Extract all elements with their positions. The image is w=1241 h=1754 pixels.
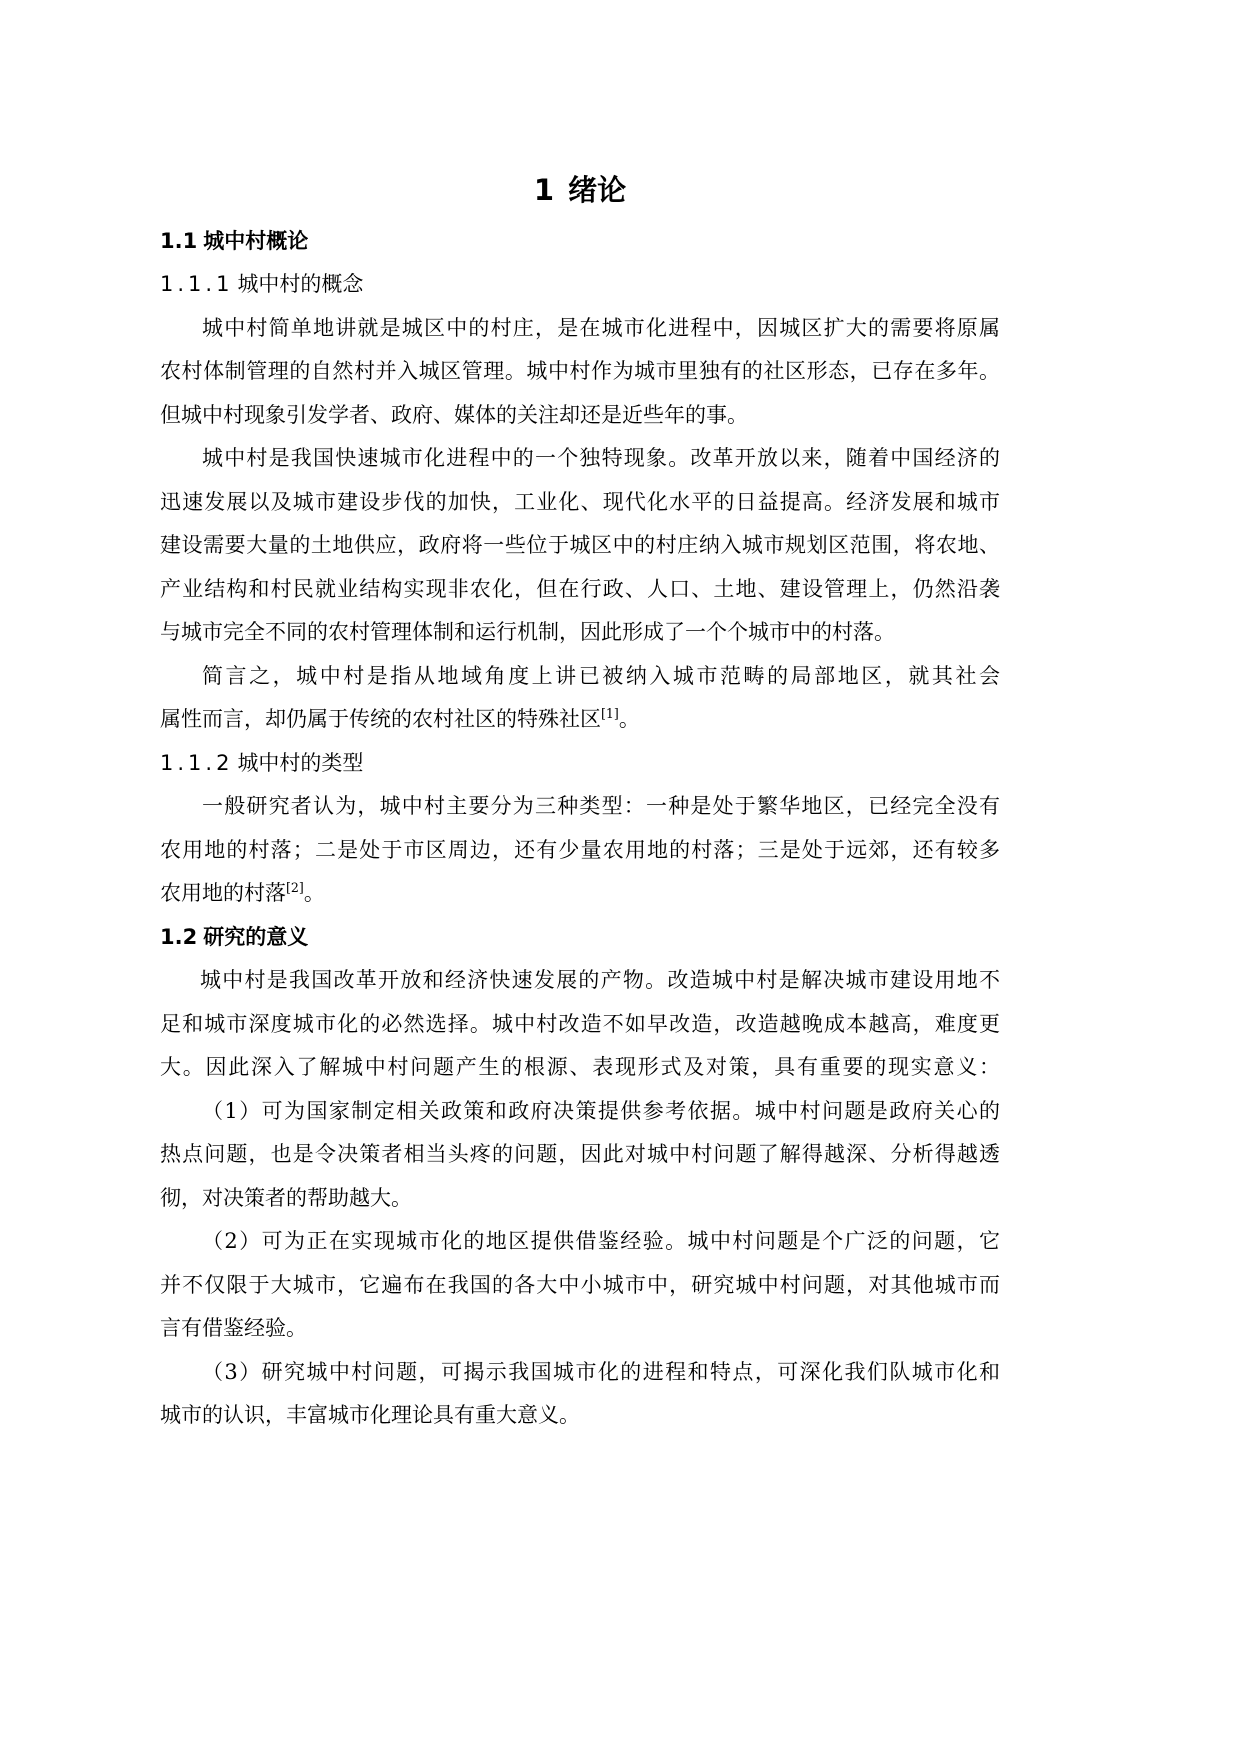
paragraph-line: 言有借鉴经验。 [160, 1316, 307, 1340]
paragraph-line: 城中村是我国改革开放和经济快速发展的产物。改造城中村是解决城市建设用地不 [200, 968, 1000, 992]
page-content [160, 168, 1000, 1438]
section-title: 城中村概论 [203, 228, 309, 253]
paragraph [160, 1351, 1000, 1438]
paragraph-line: 并不仅限于大城市，它遍布在我国的各大中小城市中，研究城中村问题，对其他城市而 [160, 1272, 1000, 1297]
section-title: 研究的意义 [203, 924, 309, 949]
paragraph-line-tail: 。 [618, 707, 640, 731]
section-heading-1-2 [160, 916, 1000, 960]
paragraph [160, 307, 1000, 438]
section-heading-1-1 [160, 220, 1000, 264]
paragraph-line-text: 农用地的村落 [160, 881, 286, 905]
subsection-heading-1-1-2 [160, 742, 1000, 786]
section-number: 1.2 [160, 924, 198, 949]
subsection-title: 城中村的概念 [237, 272, 364, 296]
chapter-title [160, 168, 1000, 212]
paragraph [160, 785, 1000, 916]
paragraph-line-tail: 。 [303, 881, 325, 905]
paragraph-line: 城市的认识，丰富城市化理论具有重大意义。 [160, 1403, 580, 1427]
subsection-number: 1.1.1 [160, 272, 234, 296]
chapter-number: 1 [533, 173, 555, 207]
paragraph-line: （3）研究城中村问题，可揭示我国城市化的进程和特点，可深化我们队城市化和 [202, 1359, 1000, 1384]
paragraph [160, 959, 1000, 1090]
paragraph-line: 迅速发展以及城市建设步伐的加快，工业化、现代化水平的日益提高。经济发展和城市 [160, 489, 1000, 514]
subsection-number: 1.1.2 [160, 750, 234, 775]
paragraph-line [160, 872, 1000, 916]
chapter-title-text: 绪论 [568, 173, 627, 207]
paragraph-line: 大。因此深入了解城中村问题产生的根源、表现形式及对策，具有重要的现实意义： [160, 1055, 1000, 1079]
paragraph-line: 与城市完全不同的农村管理体制和运行机制，因此形成了一个个城市中的村落。 [160, 620, 895, 644]
paragraph-line: 建设需要大量的土地供应，政府将一些位于城区中的村庄纳入城市规划区范围，将农地、 [160, 533, 1000, 557]
paragraph-line: 彻，对决策者的帮助越大。 [160, 1185, 412, 1210]
citation-superscript: [2] [286, 880, 304, 895]
paragraph-line: 热点问题，也是令决策者相当头疼的问题，因此对城中村问题了解得越深、分析得越透 [160, 1142, 1000, 1166]
paragraph-line: 产业结构和村民就业结构实现非农化，但在行政、人口、土地、建设管理上，仍然沿袭 [160, 576, 1000, 601]
citation-superscript: [1] [601, 706, 619, 721]
paragraph-line [160, 698, 1000, 742]
paragraph-line: 农用地的村落；二是处于市区周边，还有少量农用地的村落；三是处于远郊，还有较多 [160, 837, 1000, 862]
paragraph-line: 简言之，城中村是指从地域角度上讲已被纳入城市范畴的局部地区，就其社会 [202, 663, 1000, 688]
paragraph-line-text: 属性而言，却仍属于传统的农村社区的特殊社区 [160, 707, 601, 731]
paragraph [160, 1220, 1000, 1351]
paragraph [160, 1090, 1000, 1221]
paragraph-line: 足和城市深度城市化的必然选择。城中村改造不如早改造，改造越晚成本越高，难度更 [160, 1011, 1000, 1036]
paragraph [160, 437, 1000, 655]
paragraph-line: （1）可为国家制定相关政策和政府决策提供参考依据。城中村问题是政府关心的 [202, 1098, 1000, 1123]
paragraph-line: 城中村简单地讲就是城区中的村庄，是在城市化进程中，因城区扩大的需要将原属 [202, 315, 1000, 340]
paragraph-line: 一般研究者认为，城中村主要分为三种类型：一种是处于繁华地区，已经完全没有 [202, 794, 1000, 818]
paragraph [160, 655, 1000, 742]
subsection-title: 城中村的类型 [237, 750, 364, 775]
paragraph-line: 城中村是我国快速城市化进程中的一个独特现象。改革开放以来，随着中国经济的 [202, 446, 1000, 470]
subsection-heading-1-1-1 [160, 263, 1000, 307]
paragraph-line: 农村体制管理的自然村并入城区管理。城中村作为城市里独有的社区形态，已存在多年。 [160, 359, 1000, 383]
paragraph-line: 但城中村现象引发学者、政府、媒体的关注却还是近些年的事。 [160, 402, 748, 427]
paragraph-line: （2）可为正在实现城市化的地区提供借鉴经验。城中村问题是个广泛的问题，它 [202, 1229, 1000, 1253]
section-number: 1.1 [160, 228, 198, 253]
